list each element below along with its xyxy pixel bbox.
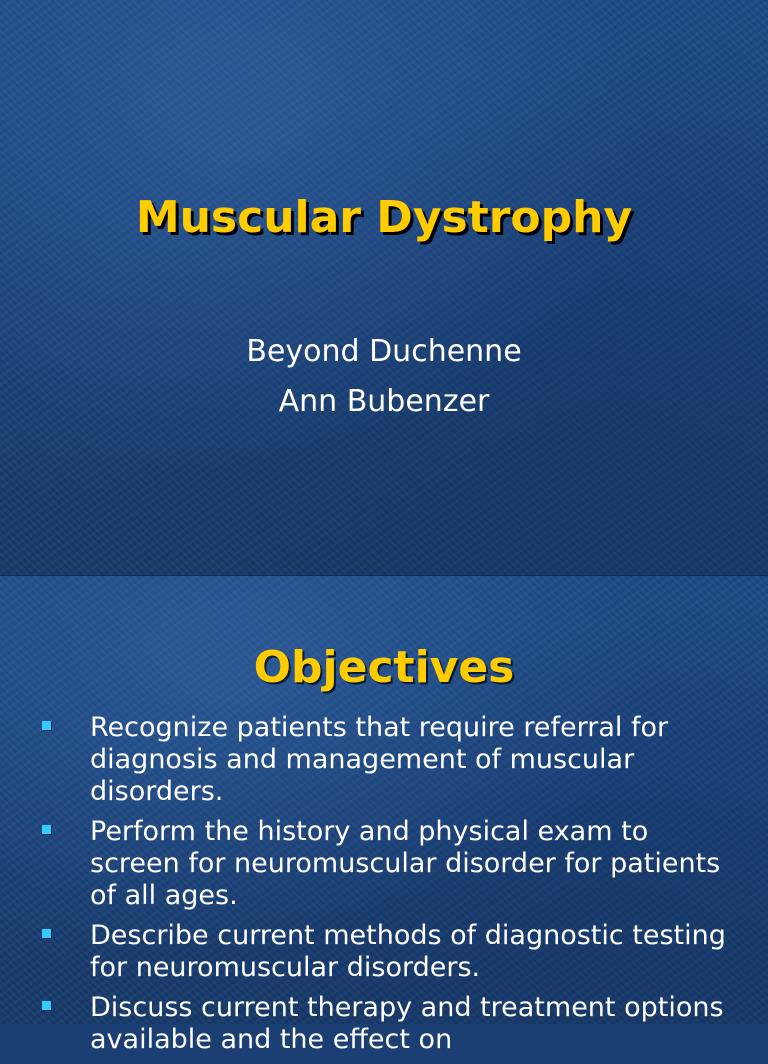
slide-author: Ann Bubenzer — [278, 384, 490, 419]
list-item — [40, 712, 740, 808]
list-item — [40, 920, 740, 984]
list-item-text: Describe current methods of diagnostic testing for neuromuscular disorders. — [90, 920, 726, 983]
list-item-text: Recognize patients that require referral for diagnosis and management of muscular disorders. — [90, 712, 669, 807]
square-bullet-icon — [42, 929, 51, 938]
square-bullet-icon — [42, 721, 51, 730]
slide-title: Muscular Dystrophy — [135, 192, 633, 243]
list-item — [40, 992, 740, 1056]
objectives-list — [40, 712, 740, 1064]
list-item-text: Discuss current therapy and treatment options available and the effect on — [90, 992, 724, 1055]
square-bullet-icon — [42, 1001, 51, 1010]
slide-subtitle: Beyond Duchenne — [246, 334, 522, 369]
objectives-title: Objectives — [253, 642, 515, 693]
square-bullet-icon — [42, 825, 51, 834]
objectives-slide — [0, 576, 768, 1055]
list-item-text: Perform the history and physical exam to screen for neuromuscular disorder for patients of all ages. — [90, 816, 721, 911]
list-item — [40, 816, 740, 912]
